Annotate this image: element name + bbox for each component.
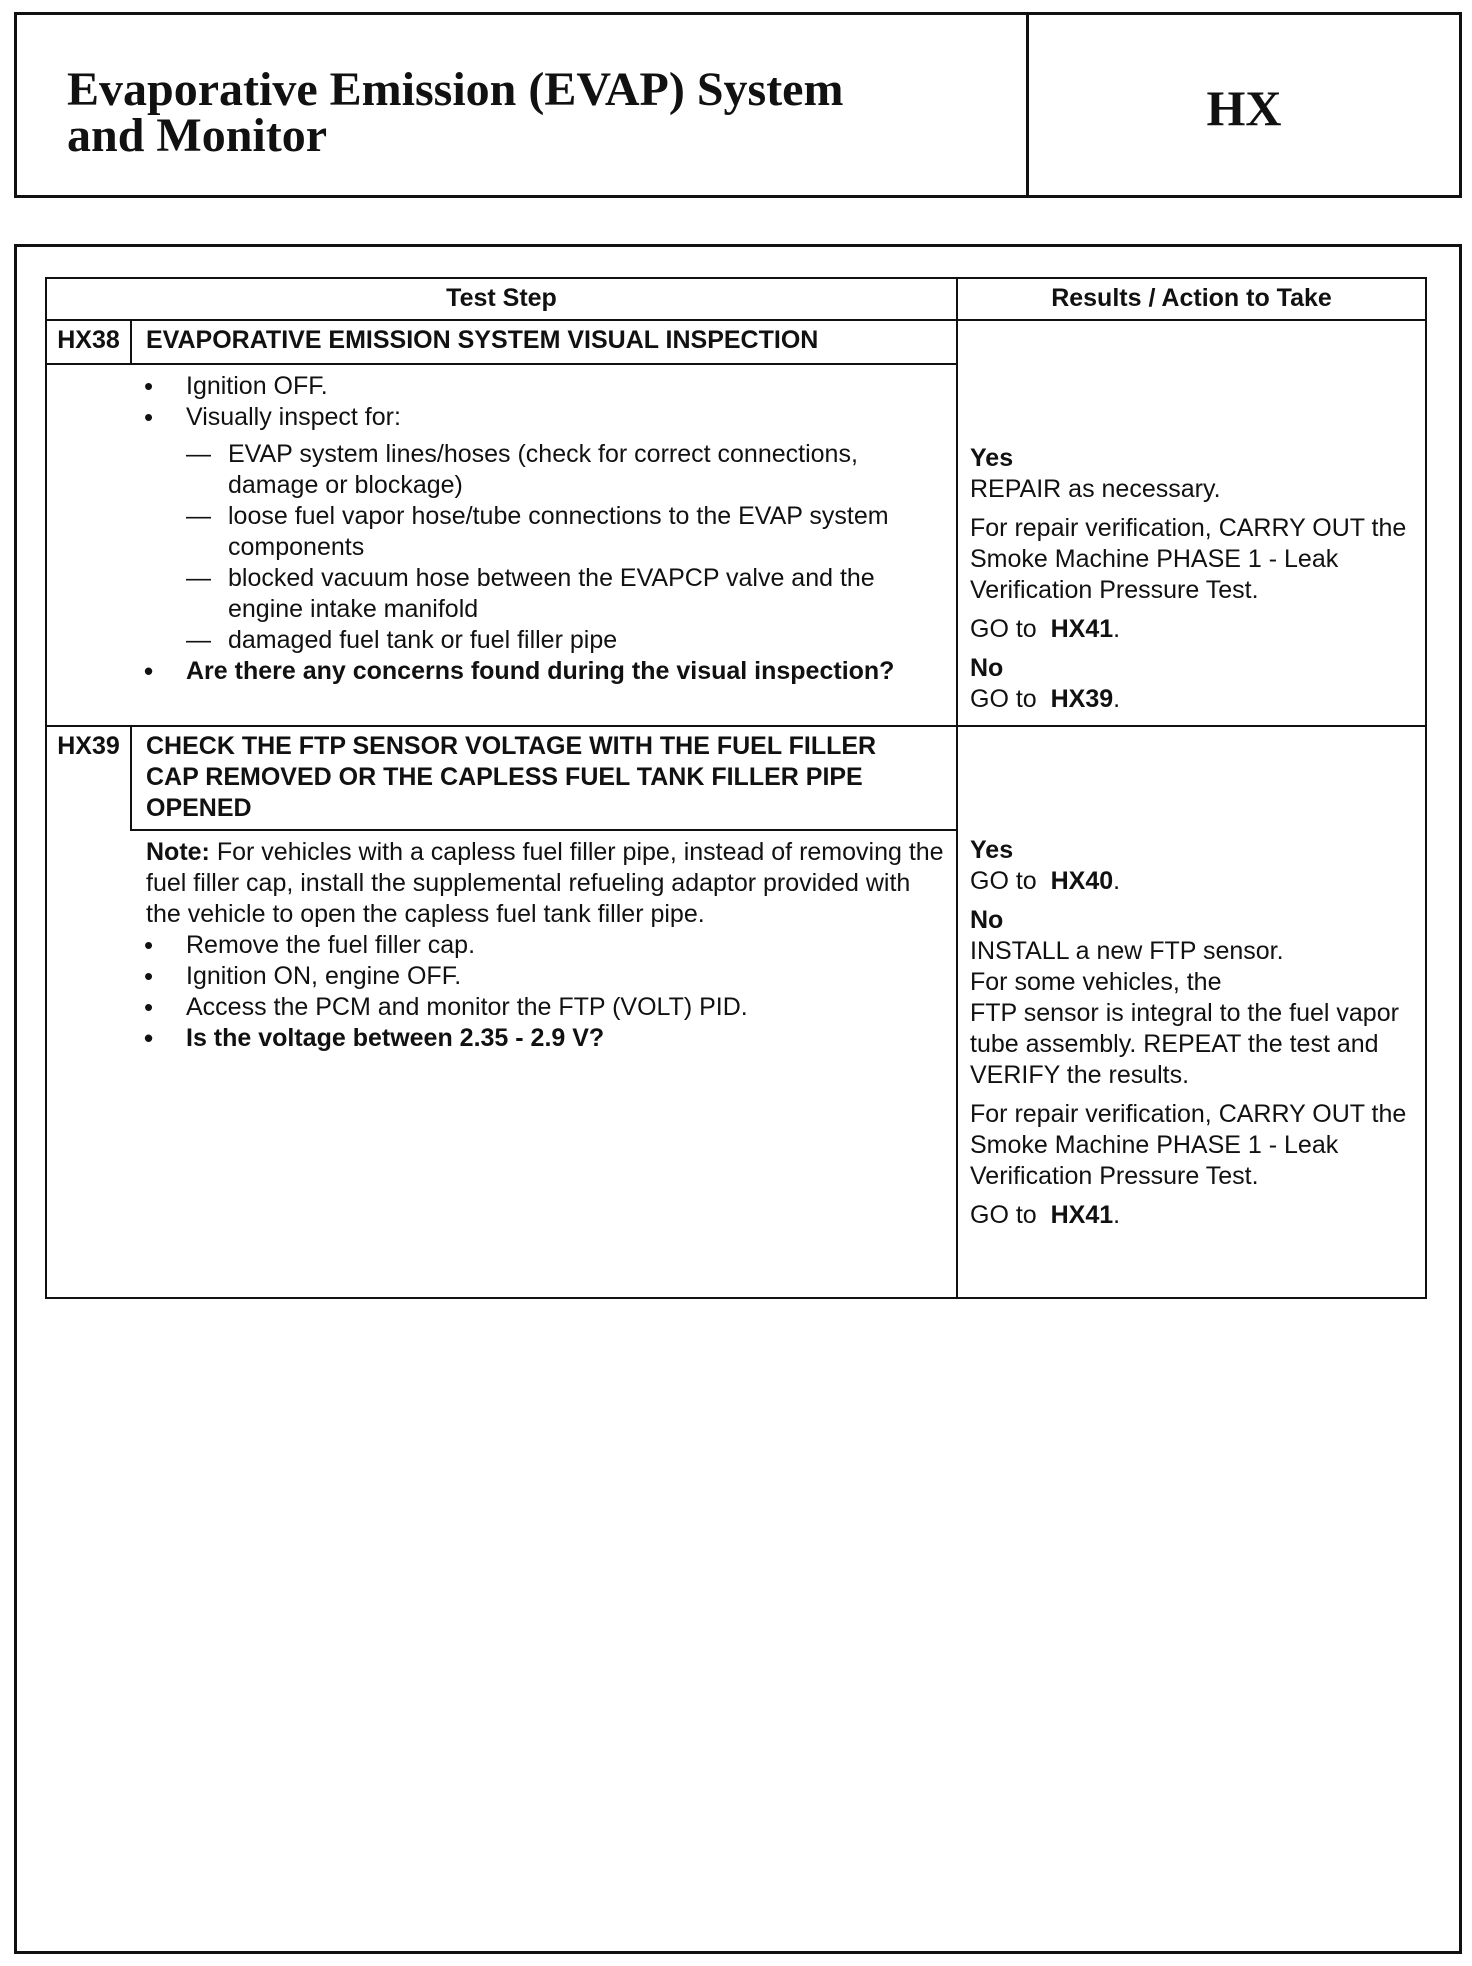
header-divider bbox=[47, 319, 1425, 321]
result-yes-label: Yes bbox=[970, 444, 1014, 472]
step-id-hx39: HX39 bbox=[57, 732, 120, 760]
instruction-item: • Access the PCM and monitor the FTP (VOLT) PID. bbox=[144, 992, 946, 1023]
inspection-list bbox=[186, 439, 944, 656]
hx39-id-divider bbox=[130, 725, 132, 829]
page-title-line1: Evaporative Emission (EVAP) System bbox=[67, 63, 844, 116]
goto-step-link[interactable]: HX41 bbox=[1050, 1201, 1114, 1229]
page-title bbox=[17, 15, 1029, 195]
result-no-label: No bbox=[970, 906, 1004, 934]
hx38-title-divider bbox=[47, 363, 956, 365]
section-code: HX bbox=[1206, 80, 1282, 136]
page-header bbox=[14, 12, 1462, 198]
result-no-action: INSTALL a new FTP sensor. bbox=[970, 937, 1284, 965]
instruction-item bbox=[144, 402, 944, 656]
step-question: • Is the voltage between 2.35 - 2.9 V? bbox=[144, 1023, 946, 1054]
note-text: For vehicles with a capless fuel filler pipe, instead of removing the fuel filler cap, install the supplemental refueling adaptor provided with the vehicle to open the capless fuel tank filler pipe. bbox=[146, 838, 944, 928]
hx39-title-divider bbox=[130, 829, 956, 831]
instruction-item: • Ignition OFF. bbox=[144, 371, 944, 402]
col-header-results: Results / Action to Take bbox=[1051, 284, 1332, 312]
step-id-hx38: HX38 bbox=[57, 326, 120, 354]
test-step-table bbox=[45, 277, 1427, 1299]
inspection-item: — blocked vacuum hose between the EVAPCP valve and the engine intake manifold bbox=[186, 563, 944, 625]
goto-step-link[interactable]: HX40 bbox=[1050, 867, 1114, 895]
step-body-hx38 bbox=[144, 371, 944, 687]
result-yes-verify: For repair verification, CARRY OUT the Smoke Machine PHASE 1 - Leak Verification Pressure Test. bbox=[970, 514, 1407, 604]
goto-step-link[interactable]: HX41 bbox=[1050, 615, 1114, 643]
step-body-hx39 bbox=[146, 837, 946, 1054]
result-no-label: No bbox=[970, 654, 1004, 682]
result-no-action: For some vehicles, the bbox=[970, 968, 1222, 996]
column-divider bbox=[956, 279, 958, 1297]
result-yes-goto: GO to HX40. bbox=[970, 867, 1121, 895]
goto-text: GO to bbox=[970, 867, 1037, 895]
hx38-id-divider bbox=[130, 319, 132, 363]
goto-text: GO to bbox=[970, 685, 1037, 713]
goto-text: GO to bbox=[970, 615, 1037, 643]
step-title-hx38: EVAPORATIVE EMISSION SYSTEM VISUAL INSPECTION bbox=[146, 326, 819, 354]
step-question: • Are there any concerns found during the visual inspection? bbox=[144, 656, 944, 687]
results-hx38 bbox=[970, 443, 1418, 723]
goto-step-link[interactable]: HX39 bbox=[1050, 685, 1114, 713]
instruction-text: Visually inspect for: bbox=[186, 403, 401, 431]
inspection-item: — damaged fuel tank or fuel filler pipe bbox=[186, 625, 944, 656]
result-yes-action: REPAIR as necessary. bbox=[970, 475, 1221, 503]
note-label: Note: bbox=[146, 838, 210, 866]
result-yes-goto: GO to HX41. bbox=[970, 615, 1121, 643]
result-no-action: FTP sensor is integral to the fuel vapor tube assembly. REPEAT the test and VERIFY the results. bbox=[970, 999, 1399, 1089]
page-title-line2: and Monitor bbox=[67, 109, 328, 162]
result-no-goto: GO to HX39. bbox=[970, 685, 1121, 713]
col-header-test-step: Test Step bbox=[446, 284, 557, 312]
step-note bbox=[146, 837, 946, 930]
step-title-hx39: CHECK THE FTP SENSOR VOLTAGE WITH THE FUEL FILLER CAP REMOVED OR THE CAPLESS FUEL TANK FILLER PIPE OPENED bbox=[146, 732, 877, 822]
result-no-goto: GO to HX41. bbox=[970, 1201, 1121, 1229]
goto-text: GO to bbox=[970, 1201, 1037, 1229]
row-divider bbox=[47, 725, 1425, 727]
inspection-item: — EVAP system lines/hoses (check for correct connections, damage or blockage) bbox=[186, 439, 944, 501]
result-yes-label: Yes bbox=[970, 836, 1014, 864]
instruction-item: • Ignition ON, engine OFF. bbox=[144, 961, 946, 992]
instruction-item: • Remove the fuel filler cap. bbox=[144, 930, 946, 961]
results-hx39 bbox=[970, 835, 1418, 1239]
result-no-verify: For repair verification, CARRY OUT the Smoke Machine PHASE 1 - Leak Verification Pressure Test. bbox=[970, 1100, 1407, 1190]
inspection-item: — loose fuel vapor hose/tube connections to the EVAP system components bbox=[186, 501, 944, 563]
